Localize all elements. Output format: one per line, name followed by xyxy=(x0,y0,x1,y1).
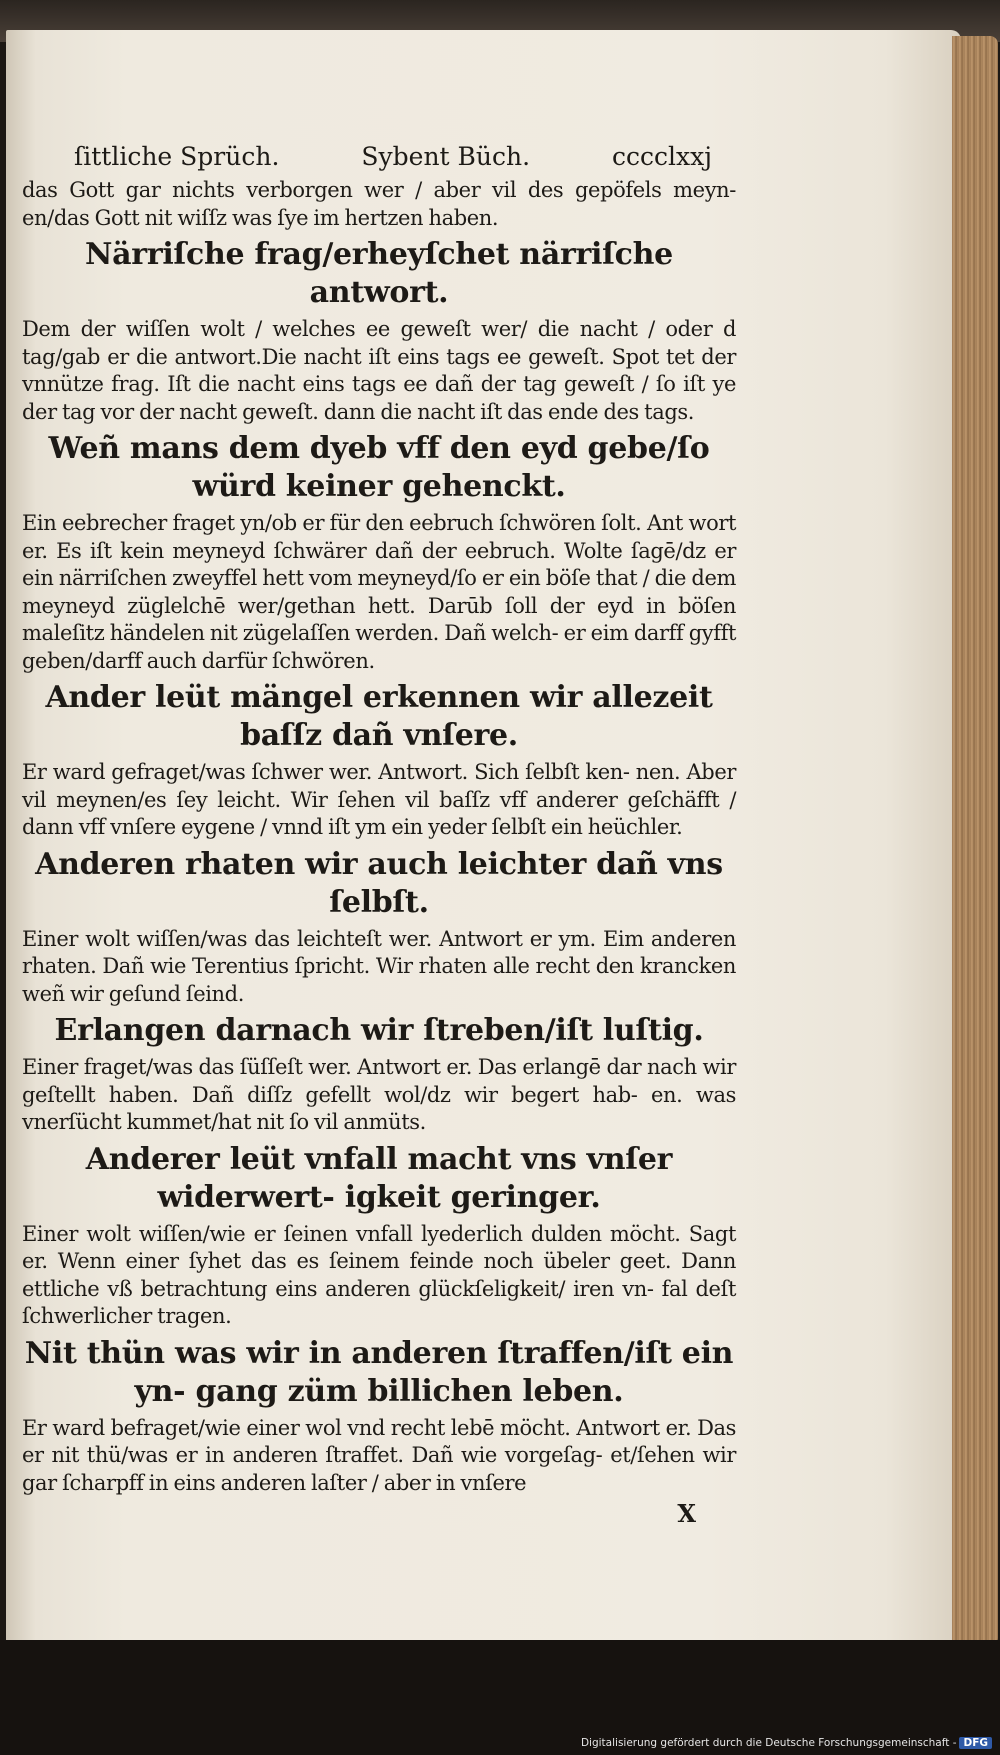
paragraph-7: Er ward befraget/wie einer wol vnd recht lebē möcht. Antwort er. Das er nit thü/was er in anderen ſtraffet. Dañ wie vorgeſag- et/ſehen wir gar ſcharpff in eins anderen laſter / aber in vnſere xyxy=(22,1415,736,1495)
heading-7: Nit thün was wir in anderen ſtraffen/iſt ein yn- gang züm billichen leben. xyxy=(24,1335,734,1409)
digitization-credit xyxy=(581,1737,992,1749)
paragraph-5: Einer fraget/was das ſüſſeſt wer. Antwort er. Das erlangē dar nach wir geſtellt haben. Dañ diſſz gefellt wol/dz wir begert hab- en. was vnerſücht kummet/hat nit ſo vil anmüts. xyxy=(22,1055,736,1134)
dfg-logo: DFG xyxy=(959,1737,992,1749)
heading-2: Weñ mans dem dyeb vff den eyd gebe/ſo würd keiner gehenckt. xyxy=(48,431,710,504)
paragraph-2: Ein eebrecher fraget yn/ob er für den eebruch ſchwören ſolt. Ant wort er. Es iſt kein meyneyd ſchwärer dañ der eebruch. Wolte ſagē/dz er ein närriſchen zweyffel hett vom meyneyd/ſo er ein böſe that / die dem meyneyd züglelchē wer/gethan hett. Darūb ſoll der eyd in böſen maleſitz händelen nit zügelaſſen werden. Dañ welch- er eim darff gyfft geben/darff auch darfür ſchwören. xyxy=(22,511,736,673)
heading-5: Erlangen darnach wir ſtreben/iſt luſtig. xyxy=(54,1013,704,1048)
paragraph-1: Dem der wiſſen wolt / welches ee geweſt wer/ die nacht / oder d tag/gab er die antwort.Die nacht iſt eins tags ee geweſt. Spot tet der vnnütze frag. Iſt die nacht eins tags ee dañ der tag geweſt / ſo iſt ye der tag vor der nacht geweſt. dann die nacht iſt das ende des tags. xyxy=(22,317,736,424)
folio-number: cccclxxj xyxy=(612,142,712,171)
paragraph-4: Einer wolt wiſſen/was das leichteſt wer. Antwort er ym. Eim anderen rhaten. Dañ wie Terentius ſpricht. Wir rhaten alle recht den krancken weñ wir geſund ſeind. xyxy=(22,926,736,1006)
paragraph-6: Einer wolt wiſſen/wie er ſeinen vnfall lyederlich dulden möcht. Sagt er. Wenn einer ſyhet das es ſeinem feinde noch übeler geet. Dann ettliche vß betrachtung eins anderen glückſeligkeit/ iren vn- fal deſt ſchwerlicher tragen. xyxy=(22,1221,736,1328)
bottom-shadow xyxy=(0,1640,1000,1755)
header-center: Sybent Büch. xyxy=(361,142,531,171)
paragraph-3: Er ward gefraget/was ſchwer wer. Antwort. Sich ſelbſt ken- nen. Aber vil meynen/es ſey leicht. Wir ſehen vil baſſz vff anderer geſchäfft / dann vff vnſere eygene / vnnd iſt ym ein yeder ſelbſt ein heüchler. xyxy=(22,760,736,839)
page-text xyxy=(22,142,736,1528)
page-edge xyxy=(952,36,998,1646)
paragraph-0: das Gott gar nichts verborgen wer / aber vil des gepöfels meyn- en/das Gott nit wiſſz was ſye im hertzen haben. xyxy=(22,178,736,230)
running-header xyxy=(22,142,736,171)
catchword: X xyxy=(677,1499,696,1528)
heading-3: Ander leüt mängel erkennen wir allezeit baſſz dañ vnſere. xyxy=(45,680,713,753)
heading-1: Närriſche frag/erheyſchet närriſche antwort. xyxy=(85,237,673,310)
heading-4: Anderen rhaten wir auch leichter dañ vns ſelbſt. xyxy=(35,846,723,920)
heading-6: Anderer leüt vnfall macht vns vnſer widerwert- igkeit geringer. xyxy=(85,1141,673,1215)
header-left: ſittliche Sprüch. xyxy=(74,142,280,171)
credit-text: Digitalisierung gefördert durch die Deutsche Forschungsgemeinschaft - xyxy=(580,1737,957,1749)
